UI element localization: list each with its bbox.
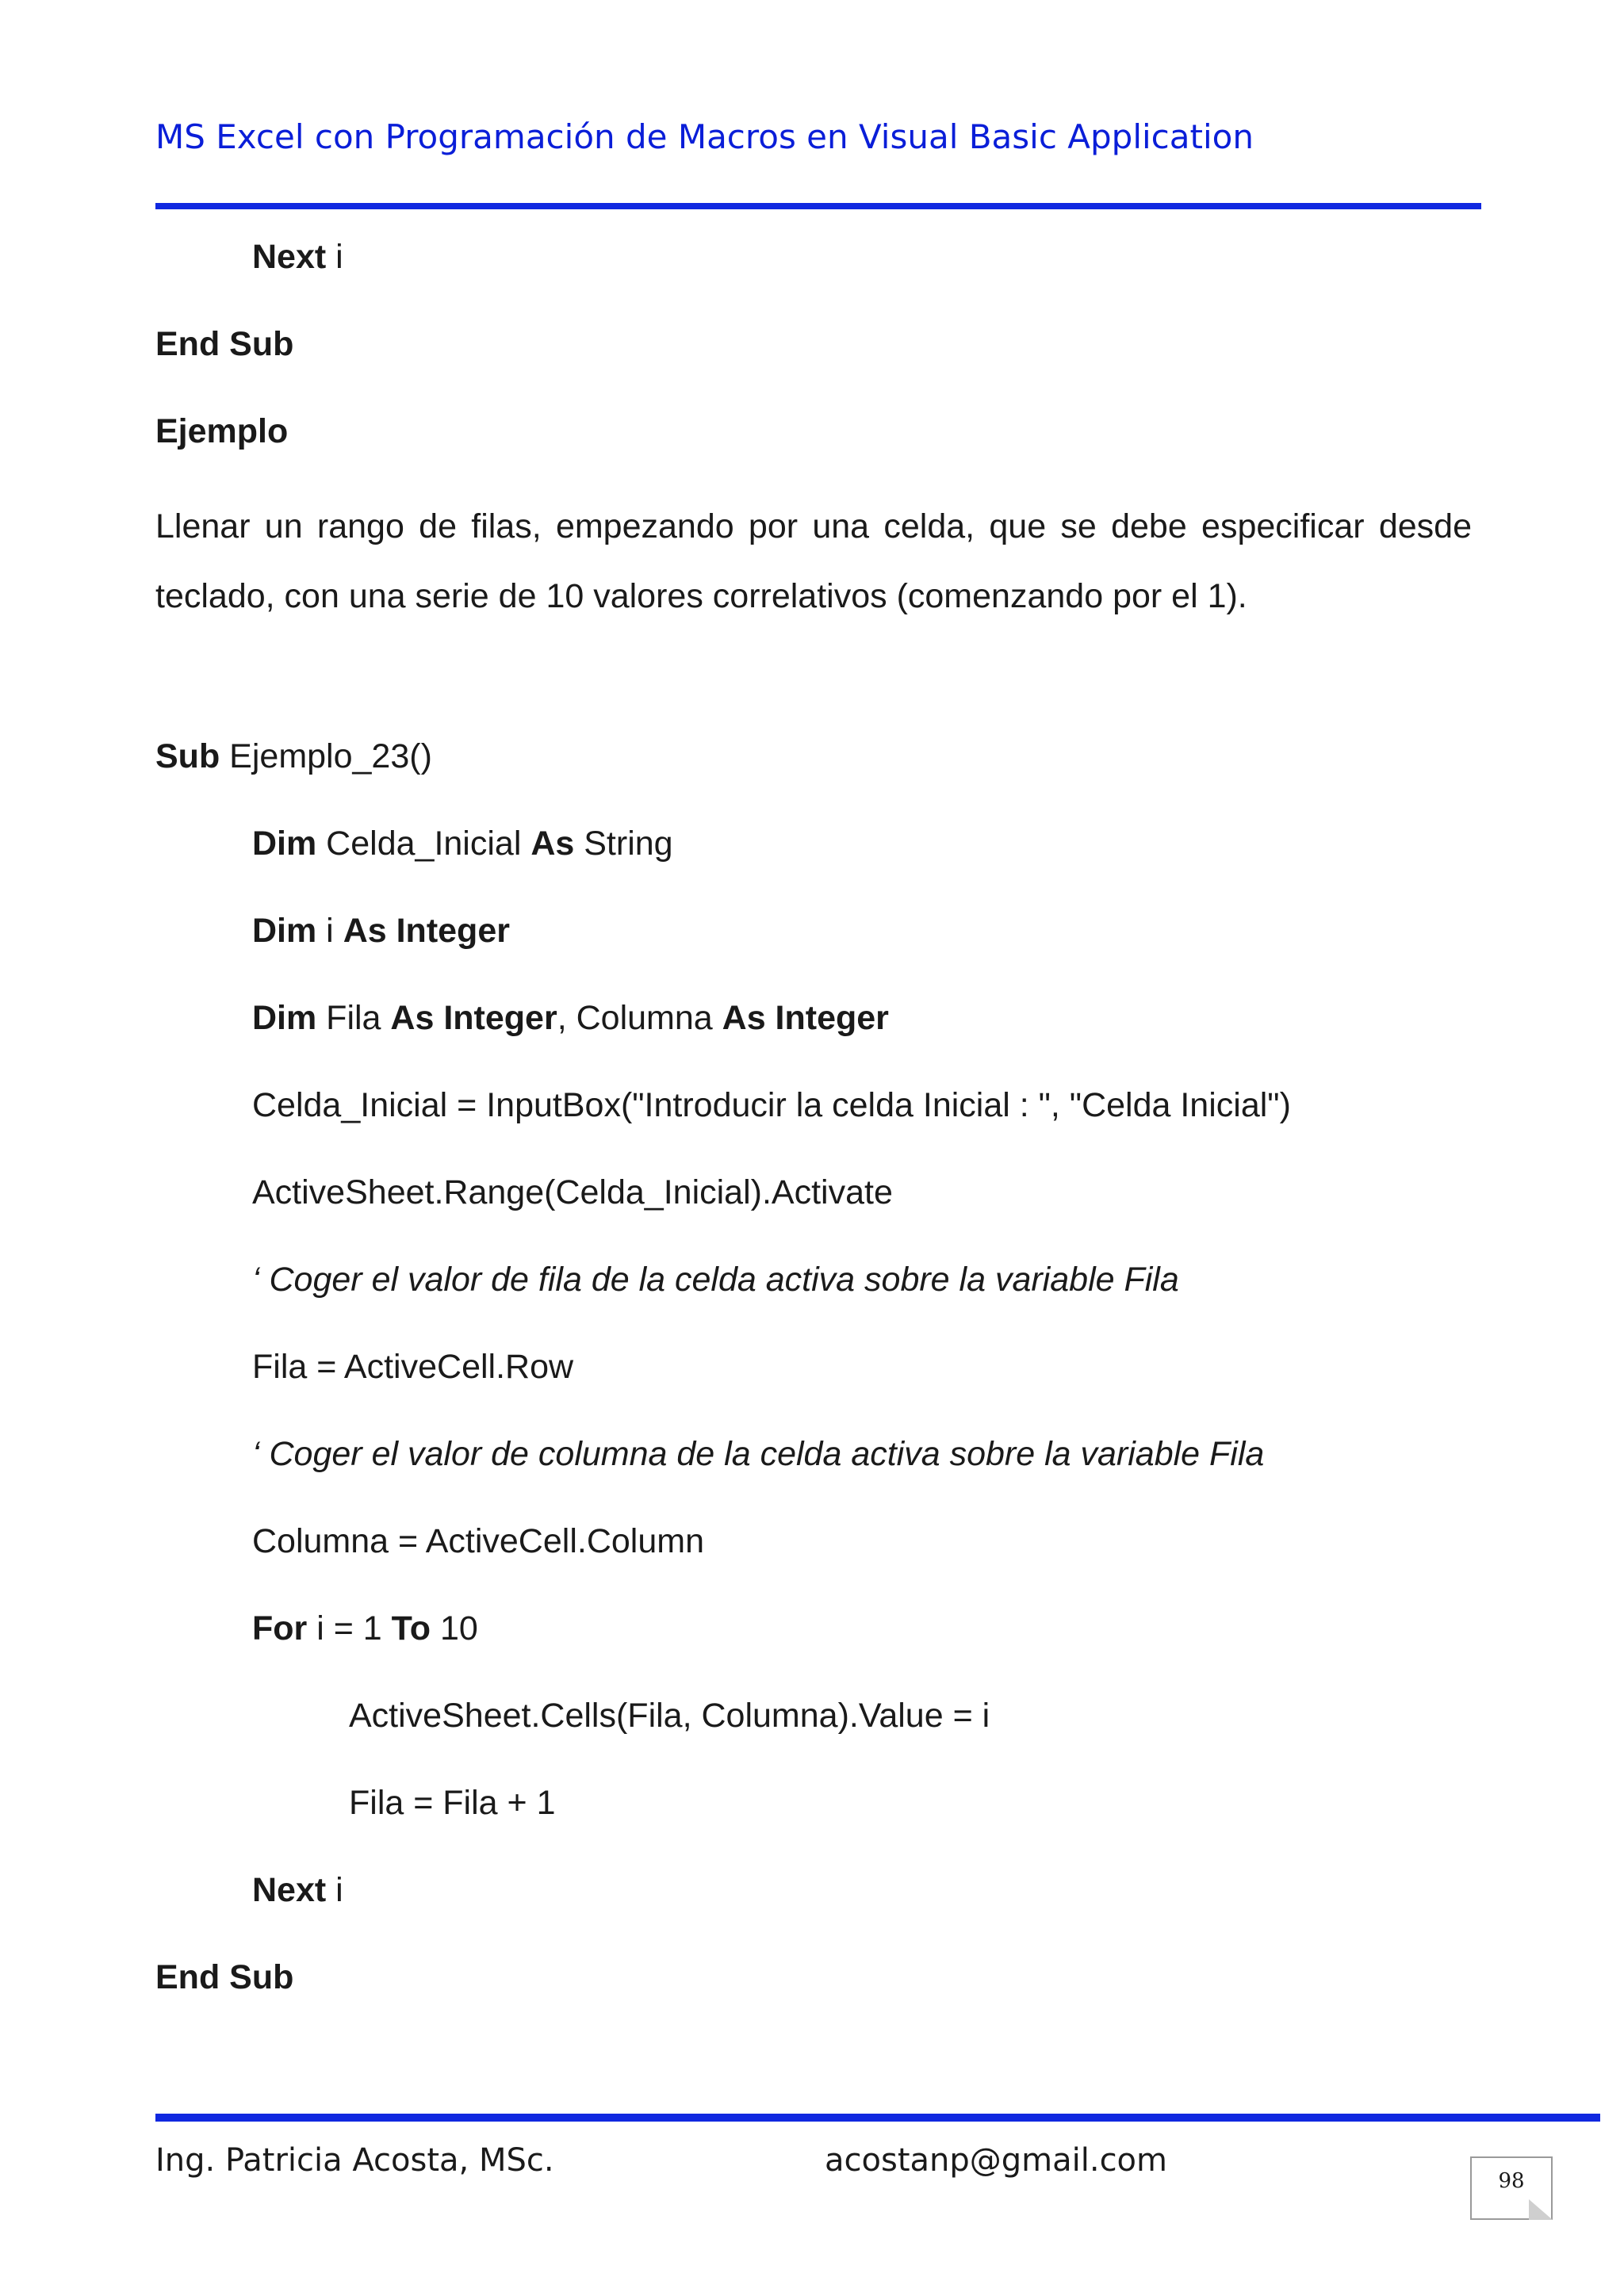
keyword-dim: Dim [252, 999, 317, 1037]
code-line-activate: ActiveSheet.Range(Celda_Inicial).Activate [252, 1173, 893, 1211]
keyword-next: Next [252, 238, 327, 276]
keyword-dim: Dim [252, 825, 317, 863]
keyword-sub: Sub [155, 737, 220, 775]
header-rule [155, 203, 1481, 209]
footer-rule [155, 2114, 1600, 2122]
code-token: i [326, 1871, 343, 1909]
section-heading: Ejemplo [155, 412, 289, 450]
code-token: 10 [431, 1609, 478, 1647]
code-line-dim-celda [252, 825, 673, 863]
code-line-fila-increment: Fila = Fila + 1 [349, 1784, 556, 1822]
code-line-sub [155, 737, 432, 776]
page-number: 98 [1498, 2169, 1525, 2193]
page-number-box [1470, 2156, 1553, 2220]
keyword-as-integer: As Integer [343, 912, 510, 950]
code-line-fila-row: Fila = ActiveCell.Row [252, 1348, 574, 1386]
code-token: i = 1 [307, 1609, 392, 1647]
keyword-to: To [391, 1609, 431, 1647]
code-line-cells-value: ActiveSheet.Cells(Fila, Columna).Value = i [349, 1697, 990, 1735]
page-curl-icon [1529, 2199, 1553, 2220]
keyword-dim: Dim [252, 912, 317, 950]
code-token: i [326, 238, 343, 276]
code-line-dim-fila-columna [252, 999, 889, 1038]
code-line-dim-i [252, 912, 510, 951]
code-token: , Columna [557, 999, 722, 1037]
running-header-title: MS Excel con Programación de Macros en Visual Basic Application [155, 117, 1254, 156]
code-token: Celda_Inicial [316, 825, 531, 863]
code-token: Fila [316, 999, 391, 1037]
code-line-inputbox: Celda_Inicial = InputBox("Introducir la celda Inicial : ", "Celda Inicial") [252, 1086, 1291, 1124]
code-line-next-top [252, 238, 343, 277]
code-comment-fila: ‘ Coger el valor de fila de la celda activa sobre la variable Fila [252, 1261, 1179, 1299]
code-line-next [252, 1871, 343, 1910]
keyword-for: For [252, 1609, 308, 1647]
footer-email: acostanp@gmail.com [825, 2142, 1167, 2179]
keyword-as-integer: As Integer [390, 999, 557, 1037]
code-token: i [316, 912, 343, 950]
code-line-end-sub-top: End Sub [155, 325, 294, 363]
code-line-for [252, 1609, 478, 1648]
keyword-next: Next [252, 1871, 327, 1909]
code-token: Ejemplo_23() [220, 737, 432, 775]
code-comment-columna: ‘ Coger el valor de columna de la celda activa sobre la variable Fila [252, 1435, 1265, 1473]
code-line-end-sub: End Sub [155, 1958, 294, 1996]
keyword-as: As [530, 825, 575, 863]
description-paragraph: Llenar un rango de filas, empezando por una celda, que se debe especificar desde teclado, con una serie de 10 valores correlativos (comenzando por el 1). [155, 507, 1472, 615]
keyword-as-integer: As Integer [722, 999, 889, 1037]
code-token: String [574, 825, 673, 863]
code-line-columna: Columna = ActiveCell.Column [252, 1522, 705, 1560]
footer-author: Ing. Patricia Acosta, MSc. [155, 2142, 554, 2179]
